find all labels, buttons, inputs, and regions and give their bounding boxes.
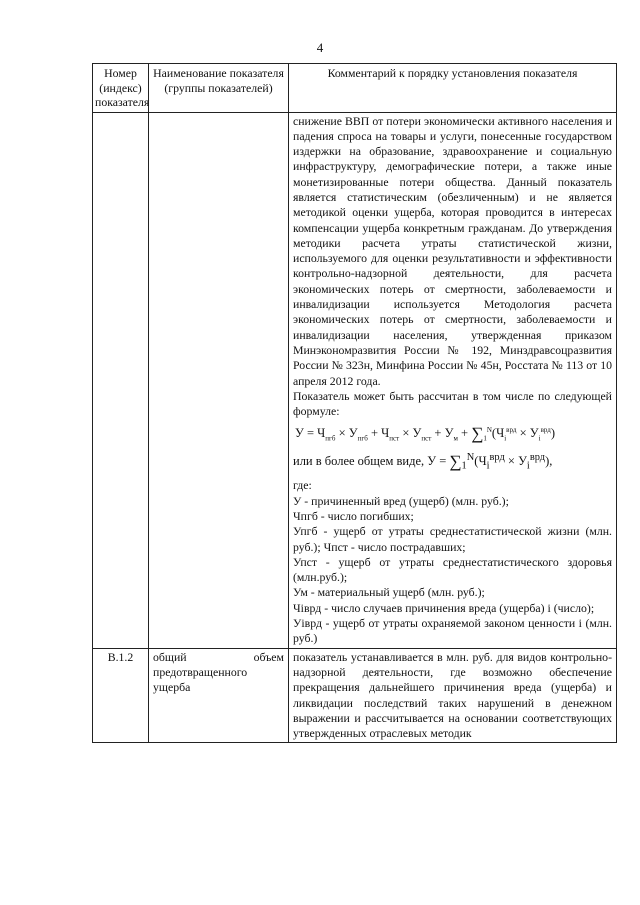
legend-line: У - причиненный вред (ущерб) (млн. руб.); [293,493,509,508]
legend-line: Упгб - ущерб от утраты среднестатистической жизни (млн. руб.); Чпст - число пострадавших; [293,524,612,554]
legend-line: Упст - ущерб от утраты среднестатистического здоровья (млн.руб.); [293,554,612,585]
row-index-cell: В.1.2 [93,648,149,743]
page-number: 4 [316,40,324,55]
legend-line: Ум - материальный ущерб (млн. руб.); [293,585,485,600]
header-comment: Комментарий к порядку установления показателя [289,64,617,113]
where-label: где: [293,478,312,493]
continuation-index-cell [93,112,149,648]
row-comment-cell: показатель устанавливается в млн. руб. для видов контрольно-надзорной деятельности, где возможно обеспечение прекращения дальнейшего причинения вреда (ущерба) и ликвидации последствий таких нарушений в денежном выражении и рассчитывается на основании соответствующих утвержденных отраслевых методик [289,648,617,743]
table-row-continuation [93,112,617,648]
general-formula: или в более общем виде, $У = \sum_1^N(Ч_i^{врд} \times У_i^{врд})$, [293,452,553,473]
row-name-cell: общий объем предотвращенного ущерба [149,648,289,743]
table-header-row [93,64,617,113]
continuation-name-cell [149,112,289,648]
legend-line: Уiврд - ущерб от утраты охраняемой законом ценности i (млн. руб.) [293,616,612,646]
header-index: Номер (индекс) показателя [93,64,149,113]
continuation-comment-cell [289,112,617,648]
header-name: Наименование показателя (группы показателей) [149,64,289,113]
formula-intro: Показатель может быть рассчитан в том числе по следующей формуле: [293,388,612,419]
legend-line: Чпгб - число погибших; [293,508,414,523]
damage-formula: $У = Ч_{пгб} \times У_{пгб} + Ч_{пст} \times У_{пст} + У_м + \sum_1^N(Ч_i^{врд} \times У_i^{врд})$ [295,424,556,444]
indicator-table [92,63,617,743]
table-row [93,648,617,743]
continuation-paragraph: снижение ВВП от потери экономически активного населения и падения спроса на товары и услуги, понесенные государством издержки на образование, здравоохранение и социальную инфраструктуру, демографические потери, а также иные монетизированные потери общества. Данный показатель является статистическим (обезличенным) и не является методикой оценки ущерба, которая проводится в интересах компенсации ущерба конкретным гражданам. До утверждения методики расчета утраты статистической жизни, используемого для оценки результативности и эффективности контрольно-надзорной деятельности, для расчета экономических потерь от смертности, заболеваемости и инвалидизации используется Методология расчета экономических потерь от смертности, заболеваемости и инвалидизации населения, утвержденная приказом Минэкономразвития России № 192, Минздравсоцразвития России № 323н, Минфина России № 45н, Росстата № 113 от 10 апреля 2012 года. [293,113,612,388]
legend-line: Чiврд - число случаев причинения вреда (ущерба) i (число); [293,600,595,615]
